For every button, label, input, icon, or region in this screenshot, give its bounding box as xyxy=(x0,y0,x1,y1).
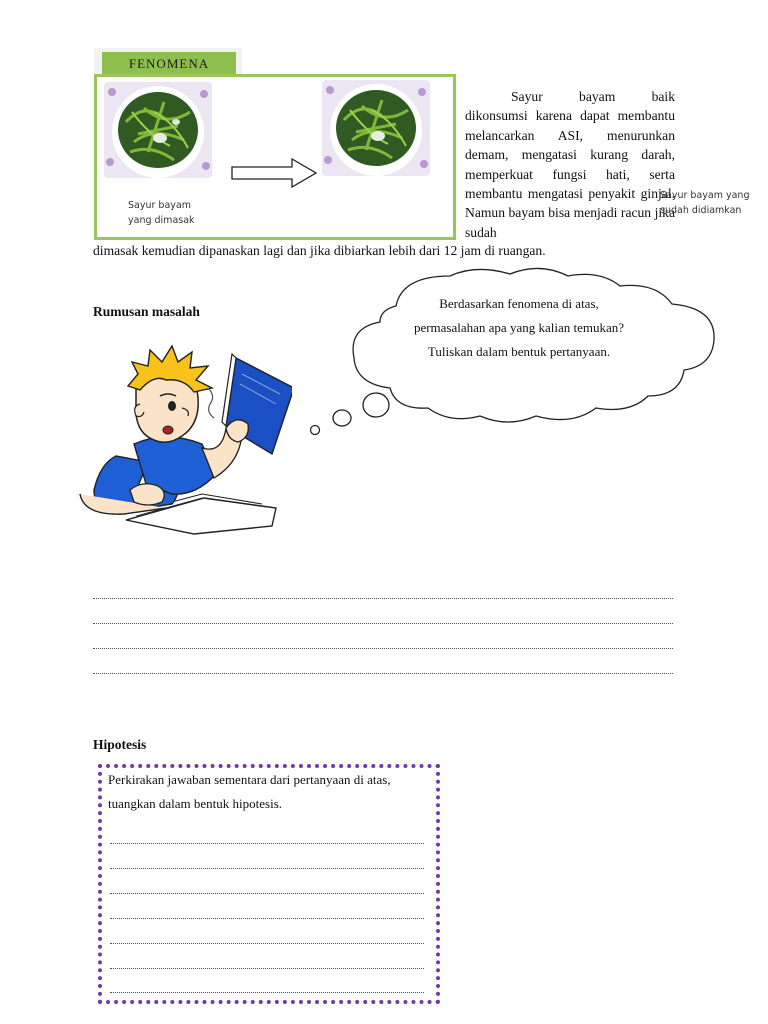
rumusan-masalah-heading: Rumusan masalah xyxy=(93,304,200,319)
hipotesis-line-2[interactable] xyxy=(110,868,424,869)
answer-line-1[interactable] xyxy=(93,598,673,599)
spinach-cooked-image xyxy=(104,82,212,178)
cooked-caption-line-1: Sayur bayam xyxy=(128,200,191,211)
hipotesis-line-4[interactable] xyxy=(110,918,424,919)
hipotesis-heading: Hipotesis xyxy=(93,737,147,752)
hipotesis-line-7[interactable] xyxy=(110,992,424,993)
fenomena-paragraph-text: Sayur bayam baik dikonsumsi karena dapat membantu melancarkan ASI, menurunkan demam, mengatasi kurang darah, memperkuat fungsi hati, serta membantu mengatasi penyakit ginjal. Namun bayam bisa menjadi racun jika sudah xyxy=(465,89,675,240)
hipotesis-instruction: Perkirakan jawaban sementara dari pertanyaan di atas, tuangkan dalam bentuk hipotesis. xyxy=(108,772,391,811)
fenomena-paragraph-end: dimasak kemudian dipanaskan lagi dan jika dibiarkan lebih dari 12 jam di ruangan. xyxy=(93,243,546,258)
answer-line-3[interactable] xyxy=(93,648,673,649)
leftover-caption-line-2: sudah didiamkan xyxy=(660,205,742,216)
cooked-spinach-caption xyxy=(128,198,218,228)
thought-bubble-text: Berdasarkan fenomena di atas, permasalahan apa yang kalian temukan? Tuliskan dalam bentuk pertanyaan. xyxy=(413,296,625,359)
spinach-leftover-image xyxy=(322,80,430,176)
leftover-spinach-caption xyxy=(660,188,768,218)
hipotesis-line-1[interactable] xyxy=(110,843,424,844)
student-reading-illustration xyxy=(76,344,292,542)
answer-line-2[interactable] xyxy=(93,623,673,624)
hipotesis-line-3[interactable] xyxy=(110,893,424,894)
hipotesis-line-5[interactable] xyxy=(110,943,424,944)
cooked-caption-line-2: yang dimasak xyxy=(128,215,195,226)
hipotesis-line-6[interactable] xyxy=(110,968,424,969)
answer-line-4[interactable] xyxy=(93,673,673,674)
fenomena-tab-label: FENOMENA xyxy=(102,52,236,74)
fenomena-paragraph xyxy=(465,87,675,242)
arrow-right-icon xyxy=(230,157,318,189)
leftover-caption-line-1: Sayur bayam yang xyxy=(660,190,750,201)
